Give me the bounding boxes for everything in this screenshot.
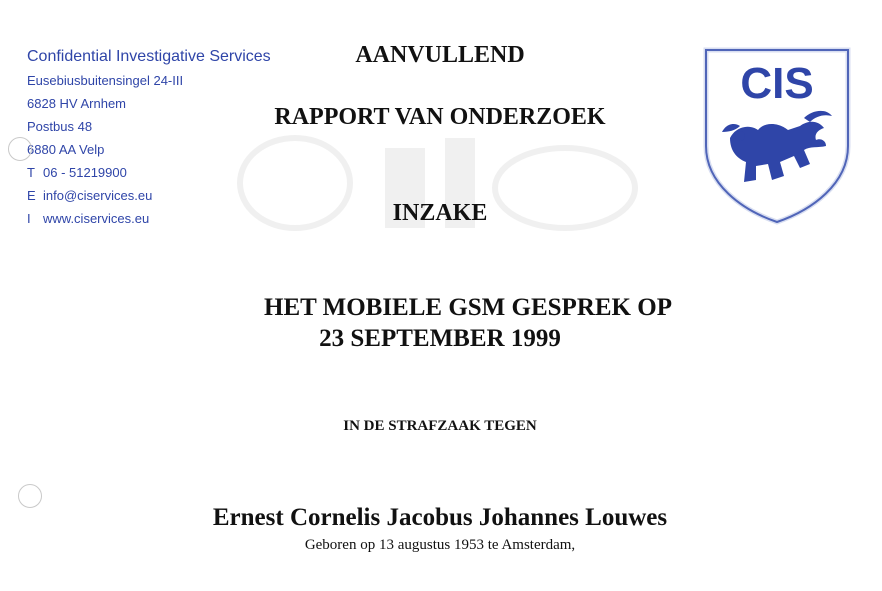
logo-text: CIS [740, 59, 814, 108]
title-rapport: RAPPORT VAN ONDERZOEK [274, 104, 606, 130]
hole-punch-top [8, 137, 32, 161]
defendant-name: Ernest Cornelis Jacobus Johannes Louwes [212, 504, 668, 531]
title-aanvullend: AANVULLEND [355, 42, 525, 68]
email-address: info@ciservices.eu [43, 188, 153, 203]
web-address: www.ciservices.eu [43, 211, 150, 226]
address-street: Eusebiusbuitensingel 24-III [27, 73, 184, 88]
phone-line [27, 164, 271, 181]
cis-shield-logo [700, 46, 854, 226]
title-case: IN DE STRAFZAAK TEGEN [343, 418, 537, 434]
letterhead [27, 48, 271, 233]
hole-punch-bottom [18, 484, 42, 508]
title-subject: HET MOBIELE GSM GESPREK OP [264, 294, 672, 321]
company-name: Confidential Investigative Services [27, 48, 271, 65]
title-inzake: INZAKE [392, 200, 488, 226]
phone-number: 06 - 51219900 [43, 165, 127, 180]
phone-prefix: T [27, 165, 35, 180]
email-prefix: E [27, 188, 36, 203]
birth-info: Geboren op 13 augustus 1953 te Amsterdam, [304, 537, 576, 553]
address-city: 6828 HV Arnhem [27, 96, 127, 111]
email-line [27, 187, 271, 204]
postbox-city: 6880 AA Velp [27, 142, 105, 157]
title-date: 23 SEPTEMBER 1999 [319, 325, 561, 352]
bleed-through-watermark [235, 128, 675, 258]
postbox: Postbus 48 [27, 119, 93, 134]
web-prefix: I [27, 211, 31, 226]
web-line [27, 210, 271, 227]
